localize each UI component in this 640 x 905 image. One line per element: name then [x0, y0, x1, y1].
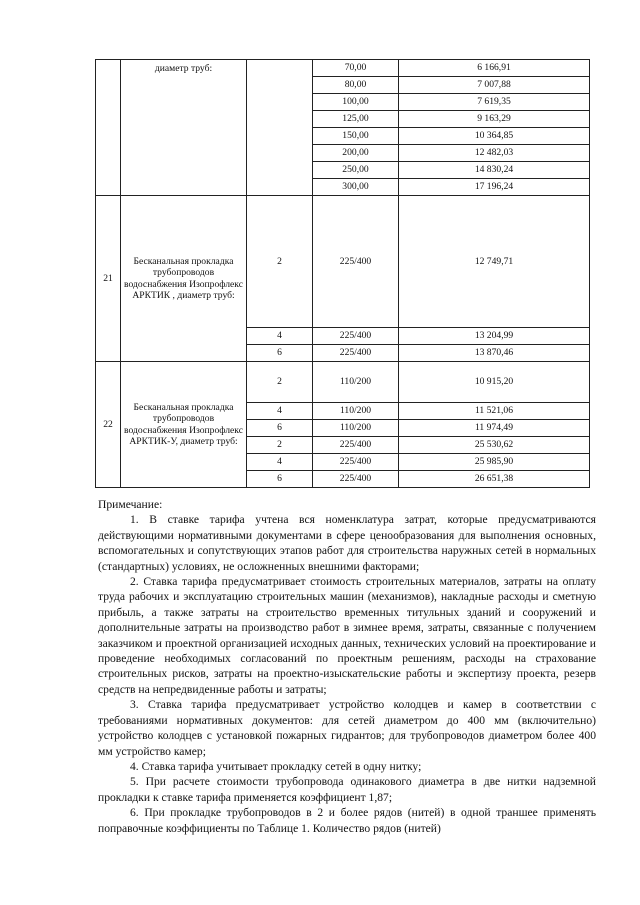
count-cell: 6	[247, 345, 313, 362]
diameter-cell: 225/400	[313, 345, 399, 362]
diameter-cell: 110/200	[313, 403, 399, 420]
count-cell: 4	[247, 328, 313, 345]
diameter-cell: 125,00	[313, 111, 399, 128]
count-cell: 2	[247, 437, 313, 454]
count-cell: 6	[247, 471, 313, 488]
note-paragraph: 3. Ставка тарифа предусматривает устройство колодцев и камер в соответствии с требованиями нормативных документов: для сетей диаметром до 400 мм (включительно) устройство колодцев с установкой пожарных гидрантов; для трубопроводов диаметром более 400 мм устройство камер;	[98, 698, 596, 758]
count-cell: 4	[247, 403, 313, 420]
table-row	[96, 60, 590, 77]
price-cell: 7 619,35	[399, 94, 590, 111]
diameter-cell: 100,00	[313, 94, 399, 111]
description-cell: Бесканальная прокладка трубопроводов водоснабжения Изопрофлекс АРКТИК , диаметр труб:	[121, 196, 247, 362]
price-cell: 10 364,85	[399, 128, 590, 145]
diameter-cell: 225/400	[313, 471, 399, 488]
price-cell: 13 870,46	[399, 345, 590, 362]
count-cell: 4	[247, 454, 313, 471]
note-paragraph: 1. В ставке тарифа учтена вся номенклатура затрат, которые предусматриваются действующими нормативными документами в сфере ценообразования для выполнения основных, вспомогательных и сопутствующих этапов работ для строительства наружных сетей в нормальных (стандартных) условиях, не осложненных внешними факторами;	[98, 513, 596, 573]
note-paragraph: 2. Ставка тарифа предусматривает стоимость строительных материалов, затраты на оплату труда рабочих и эксплуатацию строительных машин (механизмов), накладные расходы и сметную прибыль, а также затраты на строительство временных титульных зданий и сооружений и дополнительные затраты на производство работ в зимнее время, затраты, связанные с получением заказчиком и проектной организацией исходных данных, технических условий на проектирование и проведение необходимых согласований по проектным решениям, расходы на страхование строительных рисков, затраты на проектно-изыскательские работы и экспертизу проекта, резерв средств на непредвиденные работы и затраты;	[98, 575, 596, 696]
note-paragraph: 6. При прокладке трубопроводов в 2 и более рядов (нитей) в одной траншее применять поправочные коэффициенты по Таблице 1. Количество рядов (нитей)	[98, 806, 596, 835]
notes-heading: Примечание:	[98, 498, 163, 511]
description-cell: диаметр труб:	[121, 60, 247, 196]
note-paragraph: 5. При расчете стоимости трубопровода одинакового диаметра в две нитки надземной прокладки к ставке тарифа применяется коэффициент 1,87;	[98, 775, 596, 804]
count-cell: 6	[247, 420, 313, 437]
price-cell: 10 915,20	[399, 362, 590, 403]
diameter-cell: 150,00	[313, 128, 399, 145]
diameter-cell: 80,00	[313, 77, 399, 94]
diameter-cell: 300,00	[313, 179, 399, 196]
price-cell: 25 985,90	[399, 454, 590, 471]
price-cell: 17 196,24	[399, 179, 590, 196]
price-cell: 9 163,29	[399, 111, 590, 128]
diameter-cell: 110/200	[313, 362, 399, 403]
table-row	[96, 196, 590, 328]
diameter-cell: 110/200	[313, 420, 399, 437]
price-cell: 26 651,38	[399, 471, 590, 488]
diameter-cell: 200,00	[313, 145, 399, 162]
diameter-cell: 225/400	[313, 196, 399, 328]
price-cell: 7 007,88	[399, 77, 590, 94]
row-number-cell	[96, 60, 121, 196]
description-cell: Бесканальная прокладка трубопроводов водоснабжения Изопрофлекс АРКТИК-У, диаметр труб:	[121, 362, 247, 488]
diameter-cell: 250,00	[313, 162, 399, 179]
row-number-cell: 22	[96, 362, 121, 488]
price-cell: 11 974,49	[399, 420, 590, 437]
price-cell: 6 166,91	[399, 60, 590, 77]
notes-section	[98, 497, 596, 836]
count-cell	[247, 60, 313, 196]
count-cell: 2	[247, 362, 313, 403]
price-cell: 12 482,03	[399, 145, 590, 162]
diameter-cell: 70,00	[313, 60, 399, 77]
diameter-cell: 225/400	[313, 328, 399, 345]
row-number-cell: 21	[96, 196, 121, 362]
count-cell: 2	[247, 196, 313, 328]
tariff-table	[95, 59, 590, 488]
table-row	[96, 362, 590, 403]
price-cell: 13 204,99	[399, 328, 590, 345]
price-cell: 14 830,24	[399, 162, 590, 179]
diameter-cell: 225/400	[313, 437, 399, 454]
price-cell: 11 521,06	[399, 403, 590, 420]
diameter-cell: 225/400	[313, 454, 399, 471]
price-cell: 25 530,62	[399, 437, 590, 454]
note-paragraph: 4. Ставка тарифа учитывает прокладку сетей в одну нитку;	[130, 759, 422, 773]
price-cell: 12 749,71	[399, 196, 590, 328]
